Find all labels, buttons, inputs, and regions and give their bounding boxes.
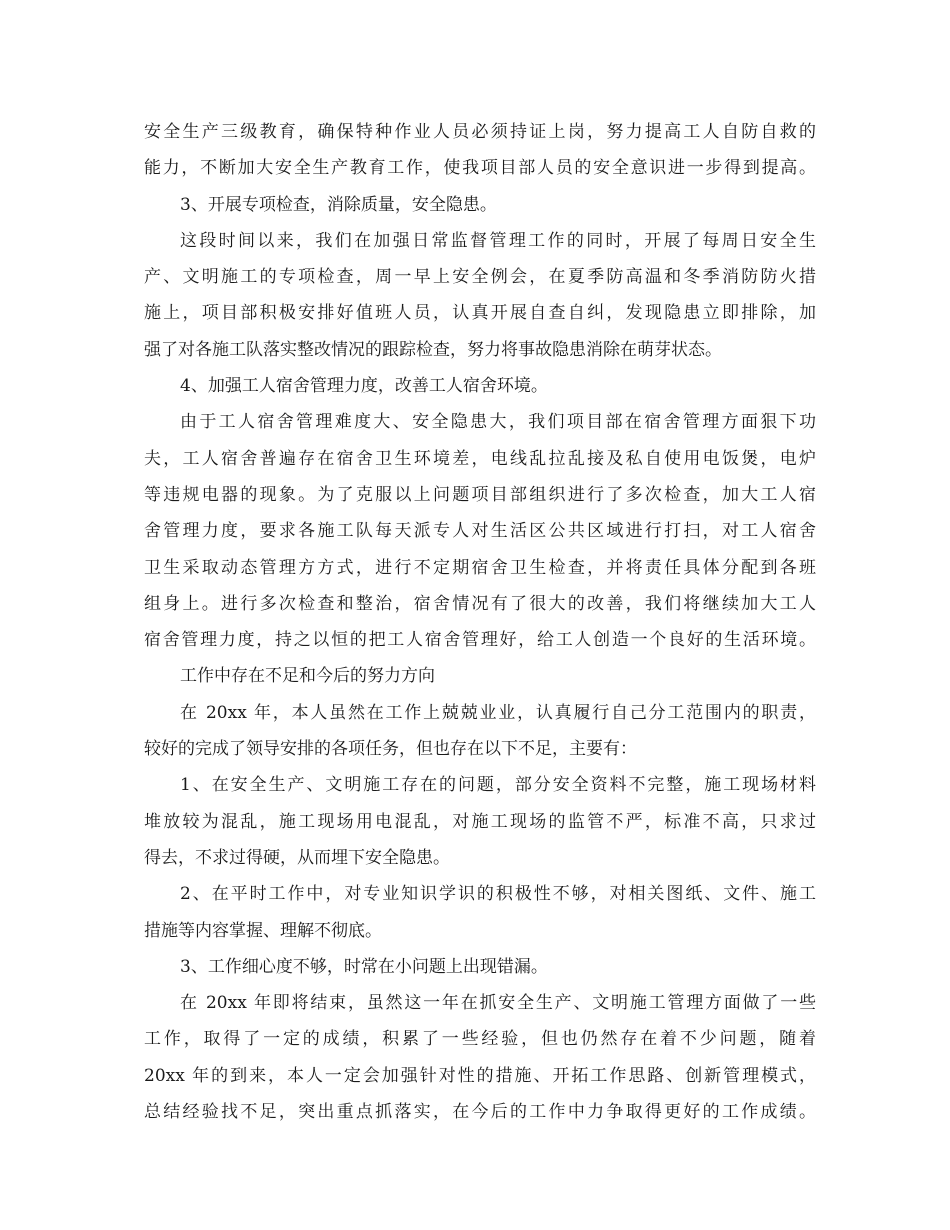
text-line: 3、工作细心度不够，时常在小问题上出现错漏。 (180, 956, 548, 977)
text-line: 在 20xx 年即将结束，虽然这一年在抓安全生产、文明施工管理方面做了一些 (180, 993, 816, 1014)
text-line: 由于工人宿舍管理难度大、安全隐患大，我们项目部在宿舍管理方面狠下功 (180, 412, 816, 433)
text-line: 得去，不求过得硬，从而埋下安全隐患。 (144, 847, 450, 868)
text-line: 卫生采取动态管理方方式，进行不定期宿舍卫生检查，并将责任具体分配到各班 (144, 557, 816, 578)
text-line: 能力，不断加大安全生产教育工作，使我项目部人员的安全意识进一步得到提高。 (144, 158, 816, 179)
document-body (144, 114, 816, 1130)
text-line: 等违规电器的现象。为了克服以上问题项目部组织进行了多次检查，加大工人宿 (144, 484, 816, 505)
text-line: 安全生产三级教育，确保特种作业人员必须持证上岗，努力提高工人自防自救的 (144, 122, 816, 142)
text-line: 在 20xx 年，本人虽然在工作上兢兢业业，认真履行自己分工范围内的职责， (180, 702, 816, 723)
text-line: 工作，取得了一定的成绩，积累了一些经验，但也仍然存在着不少问题，随着 (144, 1029, 816, 1050)
text-line: 较好的完成了领导安排的各项任务，但也存在以下不足，主要有： (144, 739, 637, 760)
text-line: 夫，工人宿舍普遍存在宿舍卫生环境差，电线乱拉乱接及私自使用电饭煲，电炉 (144, 448, 816, 469)
text-line: 总结经验找不足，突出重点抓落实，在今后的工作中力争取得更好的工作成绩。 (144, 1102, 816, 1123)
text-line: 强了对各施工队落实整改情况的跟踪检查，努力将事故隐患消除在萌芽状态。 (144, 339, 722, 360)
section-heading: 工作中存在不足和今后的努力方向 (180, 666, 435, 687)
section-heading: 3、开展专项检查，消除质量，安全隐患。 (180, 194, 497, 215)
text-line: 组身上。进行多次检查和整治，宿舍情况有了很大的改善，我们将继续加大工人 (144, 593, 816, 614)
section-heading: 4、加强工人宿舍管理力度，改善工人宿舍环境。 (180, 376, 548, 397)
text-line: 这段时间以来，我们在加强日常监督管理工作的同时，开展了每周日安全生 (180, 230, 816, 251)
text-line: 舍管理力度，要求各施工队每天派专人对生活区公共区域进行打扫，对工人宿舍 (144, 521, 816, 542)
text-line: 堆放较为混乱，施工现场用电混乱，对施工现场的监管不严，标准不高，只求过 (144, 811, 816, 832)
text-line: 2、在平时工作中，对专业知识学识的积极性不够，对相关图纸、文件、施工 (180, 884, 816, 905)
text-line: 20xx 年的到来，本人一定会加强针对性的措施、开拓工作思路、创新管理模式， (144, 1065, 816, 1086)
text-line: 措施等内容掌握、理解不彻底。 (144, 920, 382, 941)
text-line: 宿舍管理力度，持之以恒的把工人宿舍管理好，给工人创造一个良好的生活环境。 (144, 630, 816, 651)
text-line: 施上，项目部积极安排好值班人员，认真开展自查自纠，发现隐患立即排除，加 (144, 303, 816, 324)
text-line: 1、在安全生产、文明施工存在的问题，部分安全资料不完整，施工现场材料 (180, 775, 816, 796)
text-line: 产、文明施工的专项检查，周一早上安全例会，在夏季防高温和冬季消防防火措 (144, 267, 816, 288)
